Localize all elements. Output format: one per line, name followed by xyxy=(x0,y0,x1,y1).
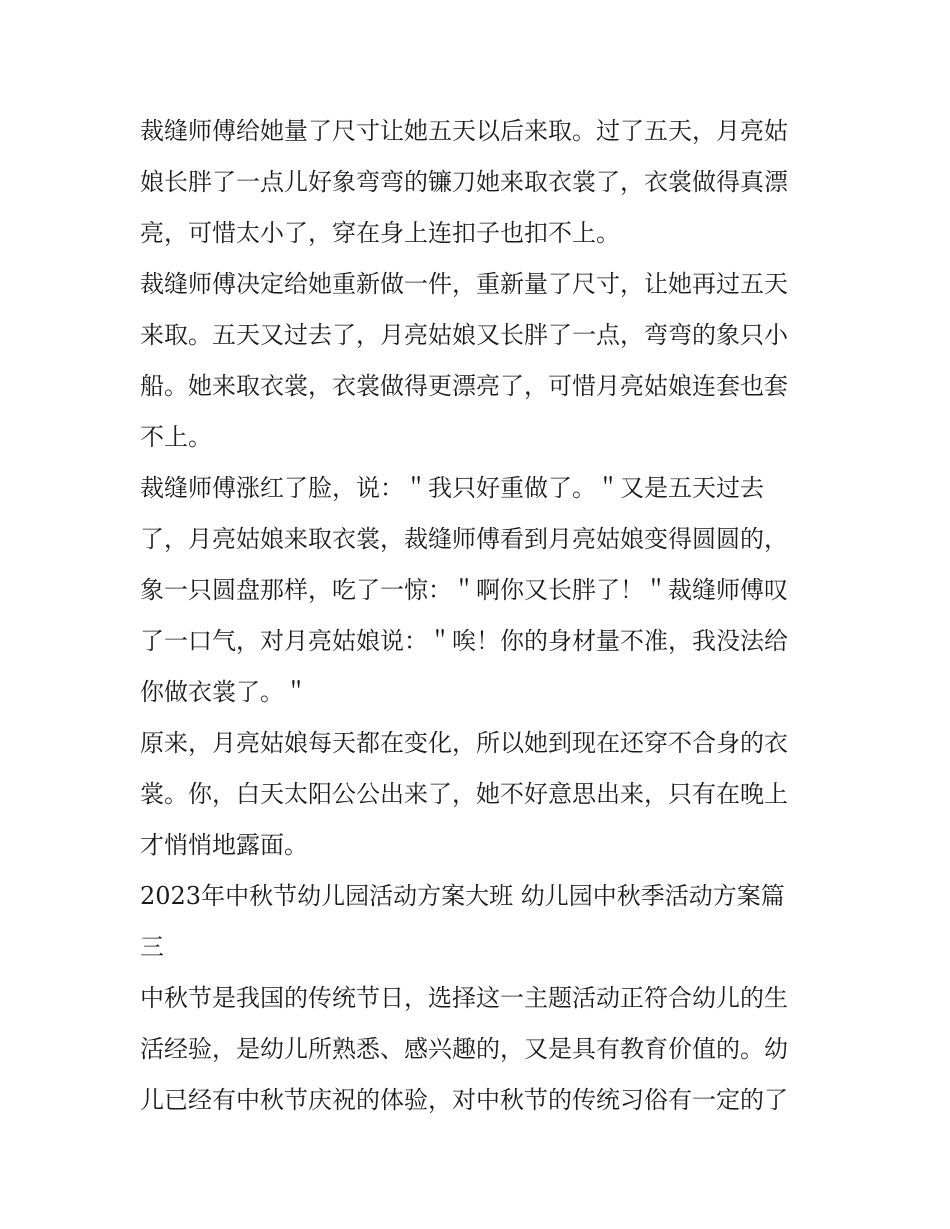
text-line: 活经验，是幼儿所熟悉、感兴趣的，又是具有教育价值的。幼 xyxy=(140,1035,788,1063)
text-line: 儿已经有中秋节庆祝的体验，对中秋节的传统习俗有一定的了 xyxy=(140,1086,788,1114)
text-line: 了，月亮姑娘来取衣裳，裁缝师傅看到月亮姑娘变得圆圆的， xyxy=(140,525,788,553)
section-heading-line: 三 xyxy=(140,933,164,961)
text-line: 象一只圆盘那样，吃了一惊：＂啊你又长胖了！＂裁缝师傅叹 xyxy=(140,576,788,604)
text-line: 你做衣裳了。＂ xyxy=(140,678,308,706)
text-line: 原来，月亮姑娘每天都在变化，所以她到现在还穿不合身的衣 xyxy=(140,729,788,757)
text-line: 了一口气，对月亮姑娘说：＂唉！你的身材量不准，我没法给 xyxy=(140,627,788,655)
text-line: 不上。 xyxy=(140,423,212,451)
text-line: 裁缝师傅给她量了尺寸让她五天以后来取。过了五天，月亮姑 xyxy=(140,117,788,145)
text-line: 裳。你，白天太阳公公出来了，她不好意思出来，只有在晚上 xyxy=(140,780,788,808)
document-body xyxy=(140,106,815,1126)
section-heading-line: 2023年中秋节幼儿园活动方案大班 幼儿园中秋季活动方案篇 xyxy=(140,882,785,910)
text-line: 来取。五天又过去了，月亮姑娘又长胖了一点，弯弯的象只小 xyxy=(140,321,788,349)
text-line: 裁缝师傅涨红了脸，说：＂我只好重做了。＂又是五天过去 xyxy=(140,474,764,502)
text-line: 亮，可惜太小了，穿在身上连扣子也扣不上。 xyxy=(140,219,620,247)
text-line: 才悄悄地露面。 xyxy=(140,831,308,859)
text-line: 船。她来取衣裳，衣裳做得更漂亮了，可惜月亮姑娘连套也套 xyxy=(140,372,788,400)
text-line: 裁缝师傅决定给她重新做一件，重新量了尺寸，让她再过五天 xyxy=(140,270,788,298)
text-line: 娘长胖了一点儿好象弯弯的镰刀她来取衣裳了，衣裳做得真漂 xyxy=(140,168,788,196)
text-line: 中秋节是我国的传统节日，选择这一主题活动正符合幼儿的生 xyxy=(140,984,788,1012)
